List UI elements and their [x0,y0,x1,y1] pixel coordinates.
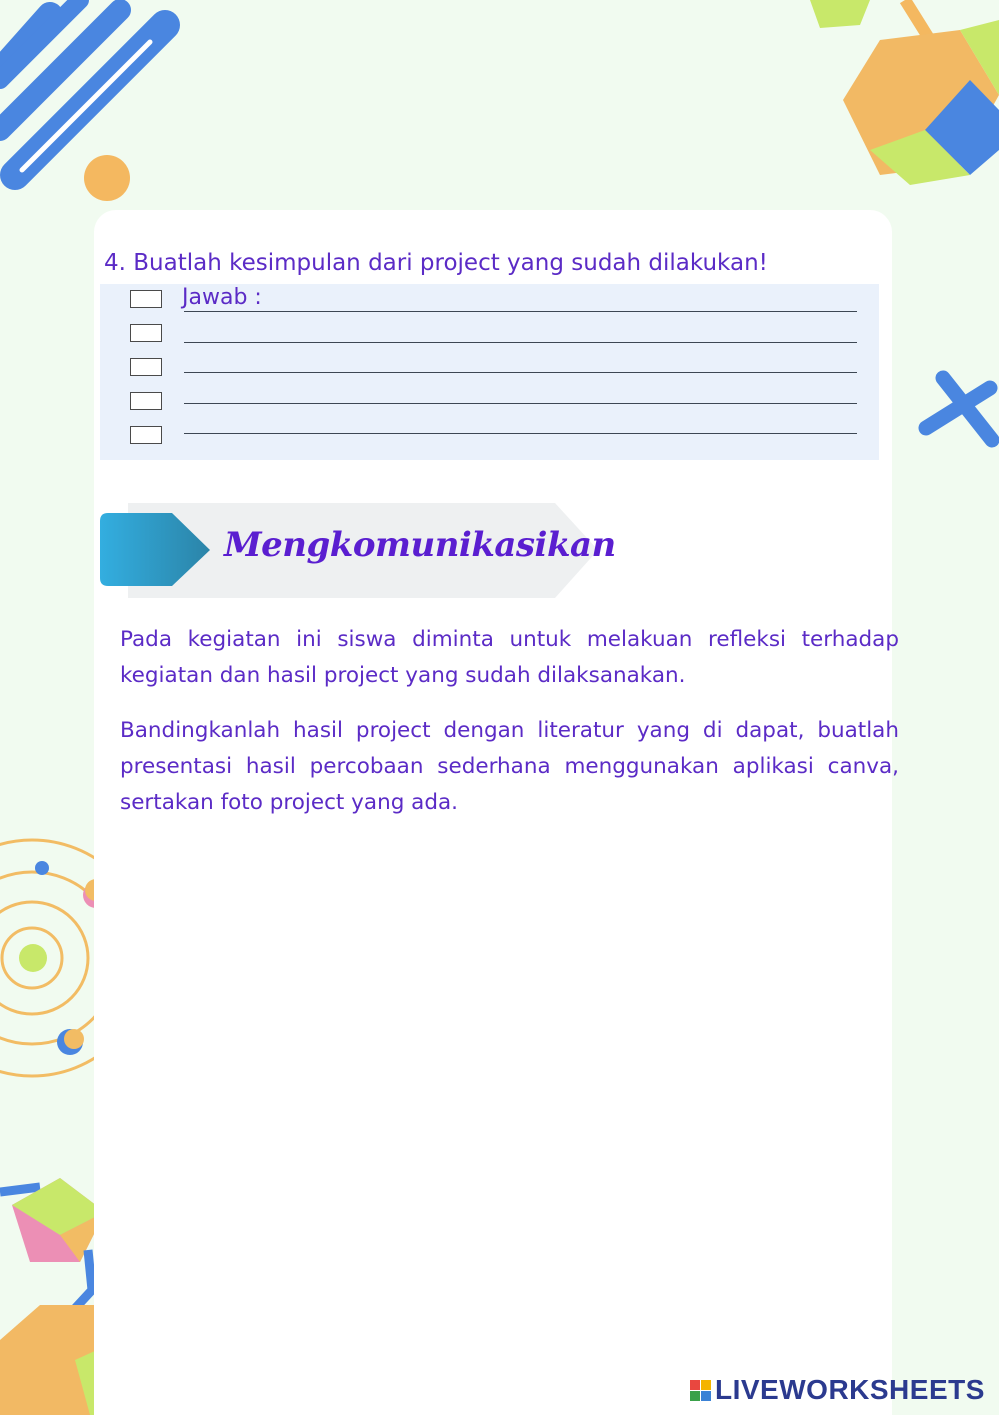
top-right-cubes-decoration [810,0,999,185]
blue-stripes-decoration [0,0,165,175]
logo-text: LIVEWORKSHEETS [715,1374,985,1405]
checkbox[interactable] [130,290,162,308]
question-text: 4. Buatlah kesimpulan dari project yang sudah dilakukan! [104,250,768,276]
answer-line [184,403,857,404]
answer-area[interactable] [100,284,879,460]
logo-badge-icon [690,1380,711,1401]
blue-x-decoration [926,378,992,440]
paragraph-instructions: Pada kegiatan ini siswa diminta untuk melakuan refleksi terhadap kegiatan dan hasil project yang sudah dilaksanakan. [120,627,899,688]
answer-line [184,311,857,312]
orange-dot-decoration [84,155,130,201]
answer-line [184,433,857,434]
checkbox[interactable] [130,426,162,444]
checkbox[interactable] [130,392,162,410]
section-title: Mengkomunikasikan [224,525,616,565]
checkbox[interactable] [130,324,162,342]
section-banner [100,503,616,599]
answer-line [184,342,857,343]
liveworksheets-logo[interactable] [690,1374,985,1406]
checkbox[interactable] [130,358,162,376]
answer-label: Jawab : [182,285,262,310]
answer-line [184,372,857,373]
paragraph-task: Bandingkanlah hasil project dengan literatur yang di dapat, buatlah presentasi hasil percobaan sederhana menggunakan aplikasi canva, sertakan foto project yang ada. [120,718,899,815]
